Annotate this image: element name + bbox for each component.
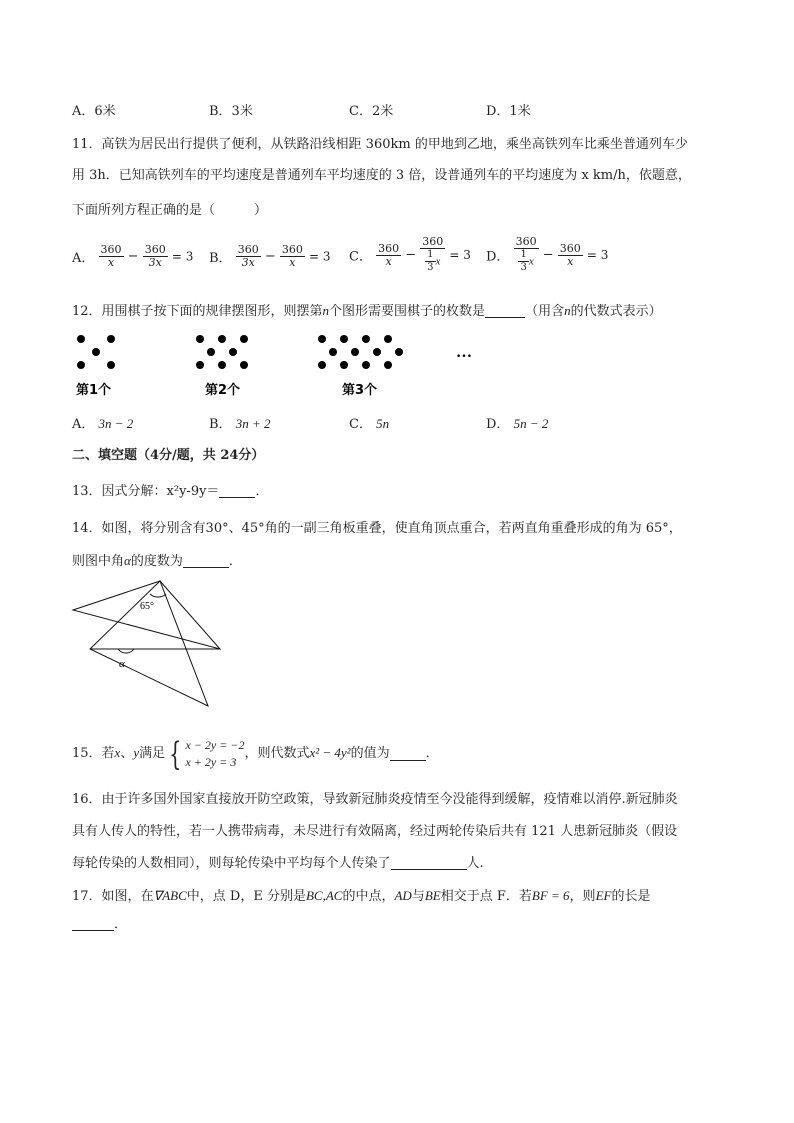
q12-stem: 12．用围棋子按下面的规律摆图形，则摆第n个图形需要围棋子的枚数是 （用含n的代数式表示） bbox=[72, 303, 662, 319]
q12-fig3-label: 第3个 bbox=[342, 383, 378, 398]
q11-option-a: A． $\frac{360}{x}$ − $\frac{360}{3x}$ = 3 bbox=[72, 243, 194, 269]
q12-fig1-label: 第1个 bbox=[76, 383, 112, 398]
q16-line3: 每轮传染的人数相同），则每轮传染中平均每个人传染了 人. bbox=[72, 856, 484, 871]
q12-option-d: D． 5n − 2 bbox=[486, 416, 549, 432]
q14-triangles-figure bbox=[70, 578, 230, 708]
q16-answer-blank bbox=[391, 857, 467, 870]
q17-line2: ． bbox=[72, 918, 127, 931]
q13-stem: 13．因式分解：x²y-9y＝ ． bbox=[72, 484, 269, 499]
q11-b-frac2: $\frac{360}{x}$ bbox=[281, 243, 303, 269]
q14-answer-blank bbox=[183, 555, 229, 568]
q16-line1: 16．由于许多国外国家直接放开防空政策，导致新冠肺炎疫情至今没能得到缓解，疫情难以消停.新冠肺炎 bbox=[72, 792, 678, 807]
q11-b-frac1: $\frac{360}{3x}$ bbox=[237, 243, 259, 269]
q10-option-a: A．6米 bbox=[72, 104, 116, 119]
q15-answer-blank bbox=[390, 746, 426, 761]
q11-option-c: C． $\frac{360}{x}$ − 360 $\frac{1}{3}$ x = 3 bbox=[349, 235, 471, 273]
q11-option-b: B． $\frac{360}{3x}$ − $\frac{360}{x}$ = 3 bbox=[209, 243, 331, 269]
q12-dot-figures bbox=[60, 330, 490, 420]
q11-line1: 11．高铁为居民出行提供了便利，从铁路沿线相距 360km 的甲地到乙地，乘坐高铁列车比乘坐普通列车少 bbox=[72, 137, 688, 152]
q11-option-d: D． 360 $\frac{1}{3}$ x − $\frac{360}{x}$ = 3 bbox=[486, 235, 609, 273]
q11-option-c-label: C． bbox=[349, 249, 372, 265]
q17-answer-blank bbox=[72, 918, 114, 931]
q13-answer-blank bbox=[219, 485, 255, 498]
q12-answer-blank bbox=[485, 305, 525, 318]
q11-d-frac2: $\frac{360}{x}$ bbox=[559, 241, 581, 268]
q14-angle-65-label: 65° bbox=[140, 601, 154, 612]
q12-ellipsis: … bbox=[456, 344, 472, 361]
q12-option-b: B． 3n + 2 bbox=[209, 416, 271, 432]
q12-option-a: A． 3n − 2 bbox=[72, 416, 134, 432]
q10-option-c: C．2米 bbox=[349, 104, 394, 119]
q11-option-b-label: B． bbox=[209, 251, 232, 266]
q15-system: x − 2y = −2 x + 2y = 3 bbox=[185, 737, 245, 769]
q14-line2: 则图中角α的度数为 ． bbox=[72, 553, 242, 569]
q15-brace: { bbox=[169, 734, 182, 773]
q11-d-frac1: 360 $\frac{1}{3}$ x bbox=[515, 235, 537, 273]
q11-a-frac2: $\frac{360}{3x}$ bbox=[144, 243, 166, 269]
q11-a-frac1: $\frac{360}{x}$ bbox=[100, 243, 122, 269]
section-2-title: 二、填空题（4分/题，共 24分） bbox=[72, 448, 265, 463]
q11-option-a-label: A． bbox=[72, 251, 95, 266]
q10-option-b: B．3米 bbox=[209, 104, 253, 119]
q11-c-frac1: $\frac{360}{x}$ bbox=[378, 241, 400, 268]
q15-stem: 15．若x、y满足 { x − 2y = −2 x + 2y = 3 ，则代数式x² − 4y²的值为 ． bbox=[72, 734, 439, 773]
q14-alpha-label: α bbox=[119, 658, 125, 670]
q11-line2: 用 3h．已知高铁列车的平均速度是普通列车平均速度的 3 倍，设普通列车的平均速度为 x km/h，依题意， bbox=[72, 168, 691, 183]
q10-option-d: D．1米 bbox=[486, 104, 531, 119]
q14-line1: 14．如图，将分别含有30°、45°角的一副三角板重叠，使直角顶点重合，若两直角重叠形成的角为 65°， bbox=[72, 521, 682, 536]
q11-option-d-label: D． bbox=[486, 249, 510, 265]
q12-fig2-label: 第2个 bbox=[205, 383, 241, 398]
q16-line2: 具有人传人的特性，若一人携带病毒，未尽进行有效隔离，经过两轮传染后共有 121 人患新冠肺炎（假设 bbox=[72, 824, 678, 839]
q12-option-c: C． 5n bbox=[349, 416, 390, 432]
q11-c-frac2: 360 $\frac{1}{3}$ x bbox=[422, 235, 444, 273]
q17-line1: 17．如图，在∇ABC中，点 D，E 分别是BC,AC的中点，AD与BE相交于点 F．若BF = 6，则EF的长是 bbox=[72, 888, 651, 904]
q11-line3: 下面所列方程正确的是（ ） bbox=[72, 203, 268, 218]
